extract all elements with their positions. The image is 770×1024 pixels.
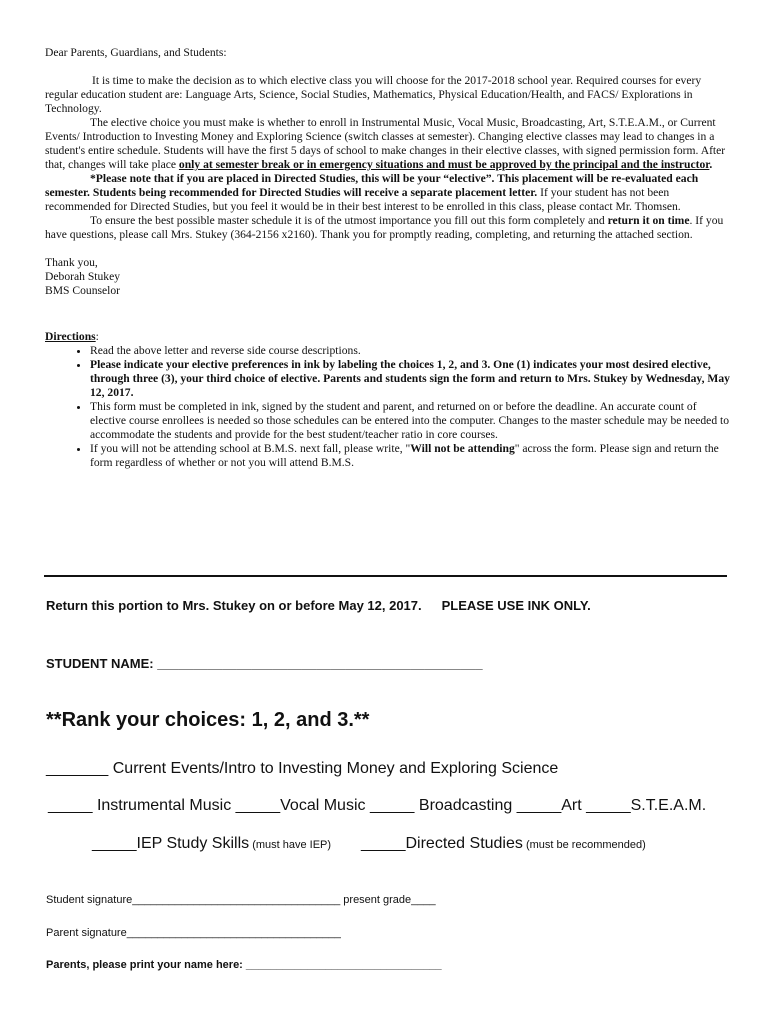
parent-signature-field[interactable]: Parent signature___________________________________ xyxy=(46,927,341,939)
iep-label: _____IEP Study Skills xyxy=(92,835,250,852)
return-on-time-emphasis: return it on time xyxy=(607,214,690,227)
greeting: Dear Parents, Guardians, and Students: xyxy=(45,46,227,59)
master-schedule-rest: . If you have questions, please call Mrs. Stukey (364-2156 x2160). Thank you for promptly reading, completing, and returning the attached section. xyxy=(45,214,724,241)
directions-item-bold: Please indicate your elective preferences in ink by labeling the choices 1, 2, and 3. One (1) indicates your most desired elective, through three (3), your third choice of elective. Parents and students sign the form and return to Mrs. Stukey by Wednesday, May 12, 2017. xyxy=(90,358,730,399)
paragraph-elective-text: The elective choice you must make is whether to enroll in Instrumental Music, Vocal Music, Broadcasting, Art, S.T.E.A.M., or Current Events/ Introduction to Investing Money and Exploring Science (switch classes at semester). Changing elective classes may lead to changes in a student's entire schedule. Students will have the first 5 days of school to make changes in their elective classes, with signed permission form. After that, changes will take place xyxy=(45,116,726,171)
signer-title: BMS Counselor xyxy=(45,284,121,297)
signer-name: Deborah Stukey xyxy=(45,270,121,283)
directions-heading xyxy=(45,330,730,344)
directed-studies-note-small: (must be recommended) xyxy=(522,839,646,851)
directions-item xyxy=(90,358,730,400)
tear-off-divider xyxy=(44,575,727,577)
directions-item-text-end: " across the form. Please sign and return the form regardless of whether or not you will attend B.M.S. xyxy=(90,442,719,469)
directions-label: Directions xyxy=(45,330,96,343)
paragraph-directed-studies xyxy=(45,172,730,214)
directions-list xyxy=(45,344,730,470)
directions-item: • Read the above letter and reverse side course descriptions. xyxy=(90,344,730,358)
choice-electives-row[interactable]: _____ Instrumental Music _____Vocal Music _____ Broadcasting _____Art _____S.T.E.A.M. xyxy=(48,797,707,814)
directed-studies-rest: If your student has not been recommended for Directed Studies, but you feel it would be in their best interest to be enrolled in this class, please contact Mr. Thomsen. xyxy=(45,186,681,213)
period: . xyxy=(709,158,713,171)
rank-heading: **Rank your choices: 1, 2, and 3.** xyxy=(46,709,370,731)
letter-body xyxy=(45,46,730,470)
return-instruction xyxy=(46,598,591,613)
return-text: Return this portion to Mrs. Stukey on or before May 12, 2017. xyxy=(46,598,422,613)
will-not-attend-emphasis: Will not be attending xyxy=(410,442,515,455)
directions-item: • This form must be completed in ink, signed by the student and parent, and returned on or before the deadline. An accurate count of elective course enrollees is needed so those schedules can be entered into the computer. Changes to the master schedule may be needed to accommodate the students and provide for the best student/teacher ratio in core courses. xyxy=(90,400,730,442)
master-schedule-text: To ensure the best possible master schedule it is of the utmost importance you fill out this form completely and xyxy=(90,214,608,227)
ink-only-notice: PLEASE USE INK ONLY. xyxy=(441,598,591,613)
directions-item-text: If you will not be attending school at B.M.S. next fall, please write, " xyxy=(90,442,411,455)
student-name-field[interactable]: STUDENT NAME: _____________________________________________ xyxy=(46,656,483,671)
paragraph-required-courses: It is time to make the decision as to which elective class you will choose for the 2017-2018 school year. Required courses for every regular education student are: Language Arts, Science, Social Studies, Mathematics, Physical Education/Health, and FACS/ Explorations in Technology. xyxy=(45,74,702,115)
choice-directed-studies[interactable] xyxy=(361,835,646,853)
directed-studies-note: *Please note that if you are placed in Directed Studies, this will be your “elective”. This placement will be re-evaluated each semester. Students being recommended for Directed Studies will receive a separate placement letter. xyxy=(45,172,699,199)
signature-block xyxy=(45,256,730,298)
student-signature-field[interactable]: Student signature__________________________________ present grade____ xyxy=(46,894,436,906)
closing: Thank you, xyxy=(45,256,98,269)
semester-break-emphasis: only at semester break or in emergency situations and must be approved by the principal and the instructor xyxy=(178,158,710,171)
paragraph-elective-choice xyxy=(45,116,730,172)
choice-current-events[interactable]: _______ Current Events/Intro to Investing Money and Exploring Science xyxy=(46,760,559,777)
iep-note: (must have IEP) xyxy=(249,839,332,851)
directions-item xyxy=(90,442,730,470)
choice-iep-study-skills[interactable] xyxy=(92,835,331,853)
parent-print-name-field[interactable]: Parents, please print your name here: ________________________________ xyxy=(46,959,442,971)
directions-colon: : xyxy=(95,330,99,343)
paragraph-master-schedule xyxy=(45,214,730,242)
directed-studies-label: _____Directed Studies xyxy=(361,835,523,852)
